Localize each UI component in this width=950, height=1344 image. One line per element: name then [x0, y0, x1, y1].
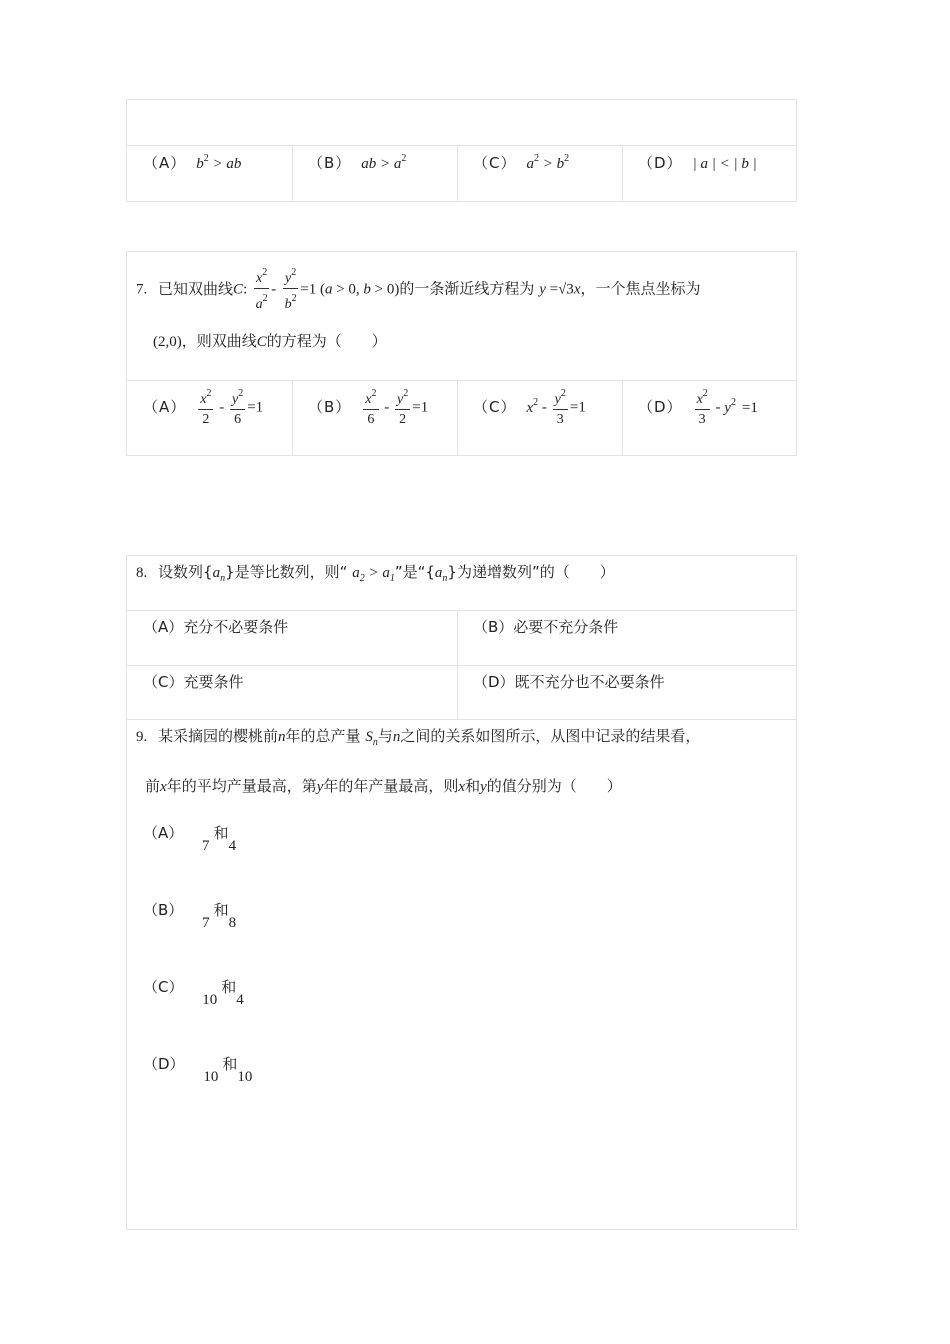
option-label: （A） — [143, 824, 184, 842]
math-variable: C — [233, 281, 244, 298]
option-value-1: 7 — [202, 915, 210, 931]
option-connector: 和 — [213, 901, 229, 919]
divider — [127, 380, 796, 381]
q7-stem-line2 — [153, 330, 387, 351]
option-text: 必要不充分条件 — [513, 618, 619, 636]
option-label: （A） — [143, 397, 187, 416]
divider — [127, 610, 796, 611]
equation-tail: =1 — [247, 399, 264, 416]
option-value-1: 10 — [202, 992, 218, 1008]
divider — [622, 380, 623, 455]
stem-text: ，则双曲线 — [181, 332, 257, 350]
fraction: $\frac{x^2}{6}$ — [363, 385, 378, 430]
option-value-2: 4 — [236, 992, 244, 1008]
stem-text: 某采摘园的樱桃前 — [158, 727, 279, 745]
option-label: （D） — [638, 397, 683, 416]
q7-option-b[interactable]: （B） $\frac{x^2}{6}$ - $\frac{y^2}{2}$ =1 — [308, 385, 428, 430]
divider — [127, 719, 796, 720]
stem-text: 年的平均产量最高，第 — [166, 777, 317, 795]
divider — [457, 380, 458, 455]
q6-option-a[interactable] — [143, 152, 241, 173]
option-label: （D） — [638, 154, 683, 172]
divider — [292, 145, 293, 201]
option-label: （C） — [473, 397, 517, 416]
stem-text: 年的年产量最高，则 — [323, 777, 459, 795]
equation-tail: =1 — [741, 399, 758, 416]
fraction: $\frac{y^2}{3}$ — [553, 385, 568, 430]
math-symbol: - — [271, 281, 277, 298]
question-6-box — [126, 99, 797, 202]
stem-text: 设数列{ — [158, 563, 213, 581]
math-term: $a_n$ — [212, 565, 226, 584]
stem-text: 的值分别为（ ） — [486, 777, 622, 795]
stem-text: ”是“{ — [394, 563, 435, 581]
q7-stem-line1 — [136, 264, 701, 315]
stem-text: ，一个焦点坐标为 — [580, 279, 701, 298]
option-expression: | a | < | b | — [692, 156, 757, 172]
q7-option-a[interactable]: （A） $\frac{x^2}{2}$ - $\frac{y^2}{6}$ =1 — [143, 385, 263, 430]
fraction: $\frac{x^2}{3}$ — [695, 385, 710, 430]
option-label: （C） — [143, 673, 184, 691]
question-7-box — [126, 251, 797, 456]
option-value-2: 8 — [228, 915, 237, 931]
option-label: （C） — [143, 978, 184, 996]
q9-option-b[interactable] — [143, 899, 237, 931]
divider — [292, 380, 293, 455]
math-variable: n — [278, 729, 286, 745]
math-term: $y^2$ — [724, 396, 736, 416]
stem-text: 前 — [145, 777, 161, 795]
option-label: （D） — [473, 673, 515, 691]
stem-text: 与 — [377, 727, 393, 745]
option-label: （B） — [473, 618, 514, 636]
q9-stem-line1 — [136, 725, 700, 748]
q8-option-b[interactable] — [473, 616, 618, 637]
q6-option-b[interactable] — [308, 152, 406, 173]
equation-tail: =1 — [569, 399, 586, 416]
question-8-9-box — [126, 555, 797, 1230]
divider — [127, 145, 796, 146]
option-value-1: 7 — [202, 838, 210, 854]
option-text: 既不充分也不必要条件 — [514, 673, 665, 691]
math-term: $a_n$ — [434, 565, 448, 584]
math-variable: x — [458, 779, 466, 795]
question-number: 9. — [136, 729, 148, 745]
option-value-2: 4 — [228, 838, 237, 854]
stem-text: 之间的关系如图所示，从图中记录的结果看， — [400, 727, 701, 745]
q9-option-d[interactable] — [143, 1053, 253, 1085]
stem-text: 的方程为（ ） — [266, 332, 387, 350]
math-variable: n — [392, 729, 401, 745]
option-connector: 和 — [213, 824, 229, 842]
stem-text: 年的总产量 — [285, 727, 361, 745]
fraction: $\frac{x^2}{a^2}$ — [254, 264, 269, 315]
divider — [622, 145, 623, 201]
stem-text: }是等比数列，则“ — [225, 563, 348, 581]
q9-stem-line2 — [145, 775, 622, 796]
q8-option-a[interactable] — [143, 616, 288, 637]
math-condition: $a_2 > a_1$ — [352, 565, 395, 584]
option-label: （D） — [143, 1055, 185, 1073]
option-label: （C） — [473, 154, 517, 172]
math-variable: y — [480, 779, 487, 795]
q9-option-a[interactable] — [143, 822, 237, 854]
q6-option-d[interactable] — [638, 152, 757, 173]
q8-stem — [136, 561, 615, 584]
math-term: $x^2$ — [526, 396, 539, 416]
divider — [457, 610, 458, 719]
math-term: $S_n$ — [365, 729, 378, 748]
math-symbol: : — [243, 281, 248, 298]
q9-option-c[interactable] — [143, 976, 244, 1008]
fraction: $\frac{x^2}{2}$ — [198, 385, 213, 430]
option-label: （B） — [143, 901, 184, 919]
q6-option-c[interactable] — [473, 152, 569, 173]
stem-text: 已知双曲线 — [158, 279, 234, 298]
stem-text: 和 — [465, 777, 481, 795]
asymptote-equation: y =√3x — [539, 281, 581, 298]
option-expression: $b^2$ > ab — [196, 153, 242, 172]
q8-option-d[interactable] — [473, 671, 665, 692]
q7-option-d[interactable]: （D） $\frac{x^2}{3}$ - $y^2 =1$ — [638, 385, 758, 430]
option-label: （B） — [308, 154, 352, 172]
math-variable: x — [160, 779, 167, 795]
option-label: （A） — [143, 154, 187, 172]
focus-coordinate: (2,0) — [153, 334, 182, 350]
divider — [457, 145, 458, 201]
option-expression: $a^2 > b^2$ — [526, 153, 570, 172]
question-number: 7. — [136, 281, 148, 298]
option-value-2: 10 — [237, 1069, 253, 1085]
question-number: 8. — [136, 565, 148, 581]
q8-option-c[interactable] — [143, 671, 244, 692]
fraction: $\frac{y^2}{2}$ — [395, 385, 410, 430]
q7-option-c[interactable]: （C） $x^2$ - $\frac{y^2}{3}$ =1 — [473, 385, 586, 430]
stem-text: }为递增数列”的（ ） — [447, 563, 615, 581]
equation-tail: =1 — [412, 399, 429, 416]
stem-text: 的一条渐近线方程为 — [399, 279, 535, 298]
math-variable: y — [316, 779, 324, 795]
option-label: （B） — [308, 397, 352, 416]
option-text: 充要条件 — [183, 673, 244, 691]
option-value-1: 10 — [203, 1069, 219, 1085]
equation-condition: =1 (a > 0, b > 0) — [300, 281, 400, 298]
divider — [127, 665, 796, 666]
option-expression: ab > $a^2$ — [361, 153, 407, 172]
option-label: （A） — [143, 618, 184, 636]
option-text: 充分不必要条件 — [183, 618, 289, 636]
option-connector: 和 — [222, 1055, 238, 1073]
option-connector: 和 — [221, 978, 237, 996]
math-variable: C — [256, 334, 267, 350]
fraction: $\frac{y^2}{b^2}$ — [283, 264, 298, 315]
fraction: $\frac{y^2}{6}$ — [230, 385, 245, 430]
